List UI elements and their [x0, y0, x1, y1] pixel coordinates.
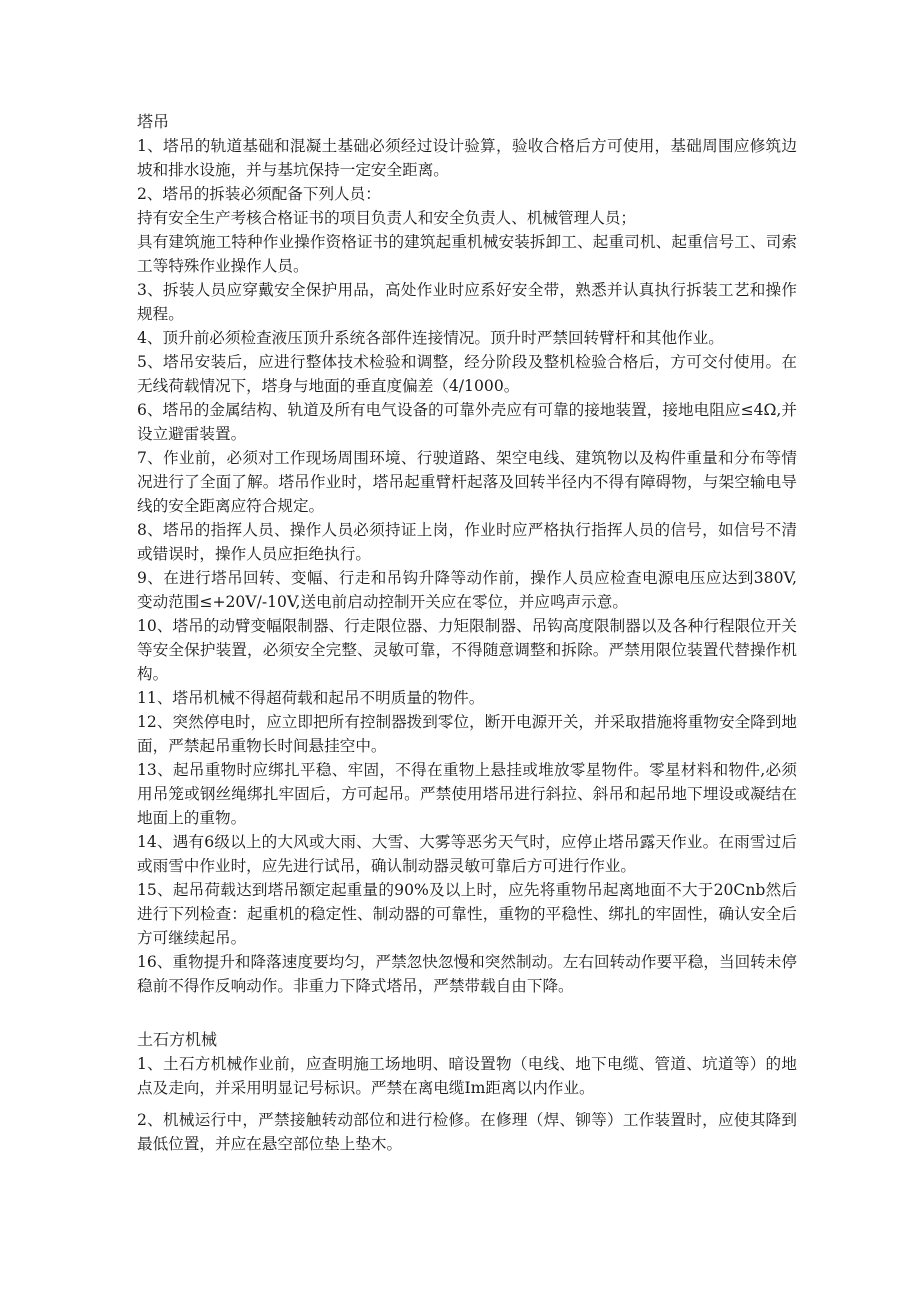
section-title: 塔吊 [137, 112, 170, 131]
paragraph: 11、塔吊机械不得超荷载和起吊不明质量的物件。 [137, 689, 485, 707]
section-title: 土石方机械 [137, 1030, 218, 1049]
paragraph: 1、土石方机械作业前，应查明施工场地明、暗设置物（电线、地下电缆、管道、坑道等）的地点及走向，并采用明显记号标识。严禁在离电缆Im距离以内作业。 [137, 1055, 797, 1097]
paragraph-spacer [137, 1100, 797, 1108]
paragraph: 7、作业前，必须对工作现场周围环境、行驶道路、架空电线、建筑物以及构件重量和分布等情况进行了全面了解。塔吊作业时，塔吊起重臂杆起落及回转半径内不得有障碍物，与架空输电导线的安全距离应符合规定。 [137, 449, 797, 515]
section-spacer [137, 998, 797, 1028]
paragraph: 10、塔吊的动臂变幅限制器、行走限位器、力矩限制器、吊钩高度限制器以及各种行程限位开关等安全保护装置，必须安全完整、灵敏可靠，不得随意调整和拆除。严禁用限位装置代替操作机构。 [137, 617, 797, 683]
paragraph: 2、塔吊的拆装必须配备下列人员： [137, 185, 381, 203]
paragraph: 9、在进行塔吊回转、变幅、行走和吊钩升降等动作前，操作人员应检查电源电压应达到380V,变动范围≤+20V/-10V,送电前启动控制开关应在零位，并应鸣声示意。 [137, 569, 797, 611]
paragraph: 3、拆装人员应穿戴安全保护用品，高处作业时应系好安全带，熟悉并认真执行拆装工艺和操作规程。 [137, 281, 797, 323]
paragraph: 4、顶升前必须检查液压顶升系统各部件连接情况。顶升时严禁回转臂杆和其他作业。 [137, 329, 724, 347]
paragraph: 13、起吊重物时应绑扎平稳、牢固，不得在重物上悬挂或堆放零星物件。零星材料和物件,必须用吊笼或钢丝绳绑扎牢固后，方可起吊。严禁使用塔吊进行斜拉、斜吊和起吊地下埋设或凝结在地面上的重物。 [137, 761, 797, 827]
paragraph: 5、塔吊安装后，应进行整体技术检验和调整，经分阶段及整机检验合格后，方可交付使用。在无线荷载情况下，塔身与地面的垂直度偏差（4/1000。 [137, 353, 797, 395]
document-body [137, 110, 797, 1156]
paragraph: 8、塔吊的指挥人员、操作人员必须持证上岗，作业时应严格执行指挥人员的信号，如信号不清或错误时，操作人员应拒绝执行。 [137, 521, 797, 563]
paragraph: 1、塔吊的轨道基础和混凝土基础必须经过设计验算，验收合格后方可使用，基础周围应修筑边坡和排水设施，并与基坑保持一定安全距离。 [137, 137, 797, 179]
paragraph: 具有建筑施工特种作业操作资格证书的建筑起重机械安装拆卸工、起重司机、起重信号工、司索工等特殊作业操作人员。 [137, 233, 797, 275]
section-tower-crane [137, 110, 797, 998]
paragraph: 6、塔吊的金属结构、轨道及所有电气设备的可靠外壳应有可靠的接地装置，接地电阻应≤4Ω,并设立避雷装置。 [137, 401, 797, 443]
paragraph: 16、重物提升和降落速度要均匀，严禁忽快忽慢和突然制动。左右回转动作要平稳，当回转未停稳前不得作反响动作。非重力下降式塔吊，严禁带载自由下降。 [137, 953, 797, 995]
paragraph: 15、起吊荷载达到塔吊额定起重量的90%及以上时，应先将重物吊起离地面不大于20Cnb然后进行下列检查：起重机的稳定性、制动器的可靠性，重物的平稳性、绑扎的牢固性，确认安全后方可继续起吊。 [137, 881, 797, 947]
section-earthwork-machinery [137, 1028, 797, 1156]
paragraph: 2、机械运行中，严禁接触转动部位和进行检修。在修理（焊、铆等）工作装置时，应使其降到最低位置，并应在悬空部位垫上垫木。 [137, 1111, 797, 1153]
paragraph: 12、突然停电时，应立即把所有控制器拨到零位，断开电源开关，并采取措施将重物安全降到地面，严禁起吊重物长时间悬挂空中。 [137, 713, 797, 755]
paragraph: 持有安全生产考核合格证书的项目负责人和安全负责人、机械管理人员； [137, 209, 637, 227]
paragraph: 14、遇有6级以上的大风或大雨、大雪、大雾等恶劣天气时，应停止塔吊露天作业。在雨雪过后或雨雪中作业时，应先进行试吊，确认制动器灵敏可靠后方可进行作业。 [137, 833, 797, 875]
